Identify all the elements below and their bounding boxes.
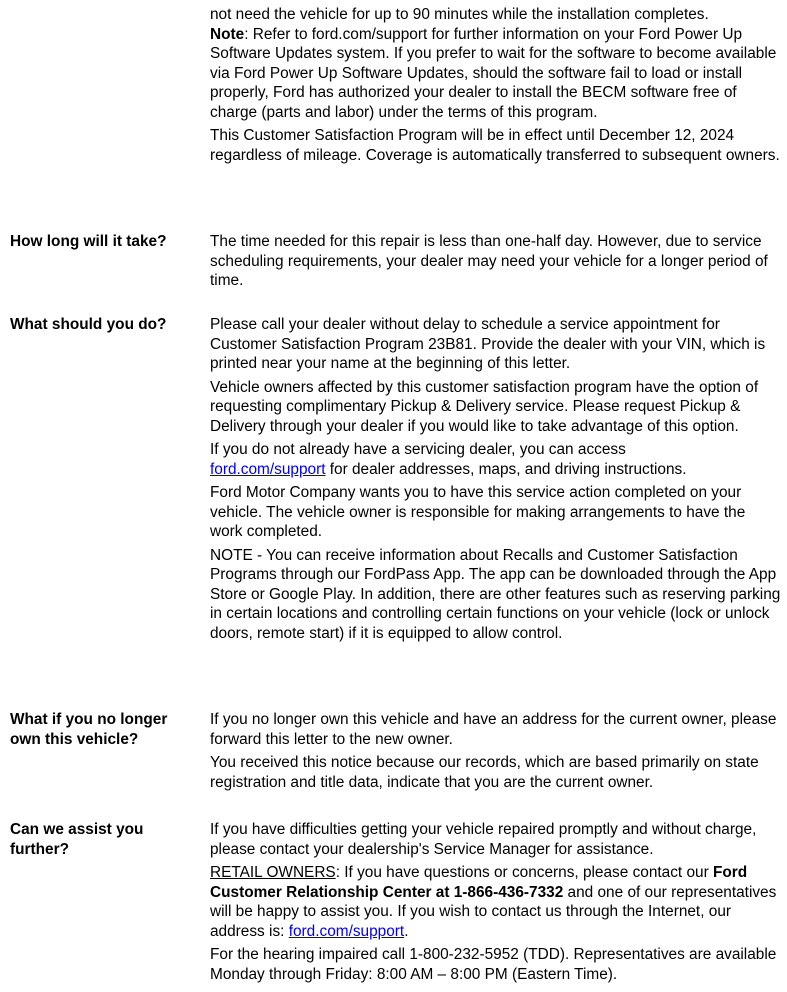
intro-line1: not need the vehicle for up to 90 minutes while the installation completes. bbox=[210, 6, 709, 23]
what-do-p3-pre: If you do not already have a servicing dealer, you can access bbox=[210, 441, 626, 458]
what-do-paragraph-3 bbox=[210, 440, 782, 479]
no-longer-label bbox=[10, 710, 200, 749]
customer-center-phone: Ford Customer Relationship Center at 1-866-436-7332 bbox=[210, 864, 748, 901]
note-label: Note bbox=[210, 25, 245, 43]
intro-content bbox=[210, 5, 782, 169]
how-long-paragraph: The time needed for this repair is less than one-half day. However, due to service scheduling requirements, your dealer may need your vehicle for a longer period of time. bbox=[210, 233, 768, 289]
assist-paragraph-3: For the hearing impaired call 1-800-232-5952 (TDD). Representatives are available Monday through Friday: 8:00 AM – 8:00 PM (Eastern Time). bbox=[210, 946, 777, 983]
what-do-label: What should you do? bbox=[10, 316, 167, 333]
no-longer-paragraph-2: You received this notice because our records, which are based primarily on state registration and title data, indicate that you are the current owner. bbox=[210, 754, 759, 791]
what-do-paragraph-1: Please call your dealer without delay to schedule a service appointment for Customer Satisfaction Program 23B81. Provide the dealer with your VIN, which is printed near your name at the beginning of this letter. bbox=[210, 316, 766, 372]
assist-paragraph-1: If you have difficulties getting your vehicle repaired promptly and without charge, please contact your dealership's Service Manager for assistance. bbox=[210, 821, 757, 858]
program-duration-paragraph: This Customer Satisfaction Program will be in effect until December 12, 2024 regardless of mileage. Coverage is automatically transferred to subsequent owners. bbox=[210, 127, 780, 164]
ford-support-link[interactable]: ford.com/support bbox=[210, 460, 326, 478]
what-do-content bbox=[210, 315, 782, 647]
no-longer-label-line2: own this vehicle? bbox=[10, 730, 139, 748]
assist-p2-c: . bbox=[404, 922, 409, 940]
assist-p2-a: : If you have questions or concerns, please contact our bbox=[335, 864, 713, 881]
retail-owners-heading: RETAIL OWNERS bbox=[210, 864, 336, 881]
what-do-p3-post: for dealer addresses, maps, and driving instructions. bbox=[325, 460, 687, 478]
intro-paragraph bbox=[210, 5, 782, 122]
assist-content bbox=[210, 820, 782, 988]
what-do-paragraph-4: Ford Motor Company wants you to have this service action completed on your vehicle. The vehicle owner is responsible for making arrangements to have the work completed. bbox=[210, 484, 746, 540]
assist-label-line2: further? bbox=[10, 840, 69, 858]
assist-p2-b: and one of our representatives will be happy to assist you. If you wish to contact us through the Internet, our address is: bbox=[210, 883, 777, 940]
no-longer-label-line1: What if you no longer bbox=[10, 711, 168, 728]
what-do-paragraph-2: Vehicle owners affected by this customer satisfaction program have the option of requesting complimentary Pickup & Delivery service. Please request Pickup & Delivery through your dealer if you would like to take advantage of this option. bbox=[210, 378, 759, 435]
no-longer-paragraph-1: If you no longer own this vehicle and have an address for the current owner, please forward this letter to the new owner. bbox=[210, 711, 777, 748]
ford-support-link-2[interactable]: ford.com/support bbox=[288, 922, 405, 940]
what-do-paragraph-5: NOTE - You can receive information about Recalls and Customer Satisfaction Programs through our FordPass App. The app can be downloaded through the App Store or Google Play. In addition, there are other features such as reserving parking in certain locations and controlling certain functions on your vehicle (lock or unlock doors, remote start) if it is equipped to allow control. bbox=[210, 546, 781, 642]
assist-label-line1: Can we assist you bbox=[10, 821, 144, 838]
how-long-content bbox=[210, 232, 782, 295]
assist-paragraph-2 bbox=[210, 863, 782, 941]
how-long-label: How long will it take? bbox=[10, 233, 167, 250]
assist-label bbox=[10, 820, 200, 859]
no-longer-content bbox=[210, 710, 782, 796]
note-text: : Refer to ford.com/support for further information on your Ford Power Up Software Updates system. If you prefer to wait for the software to become available via Ford Power Up Software Updates, should the software fail to load or install properly, Ford has authorized your dealer to install the BECM software free of charge (parts and labor) under the terms of this program. bbox=[210, 25, 777, 121]
